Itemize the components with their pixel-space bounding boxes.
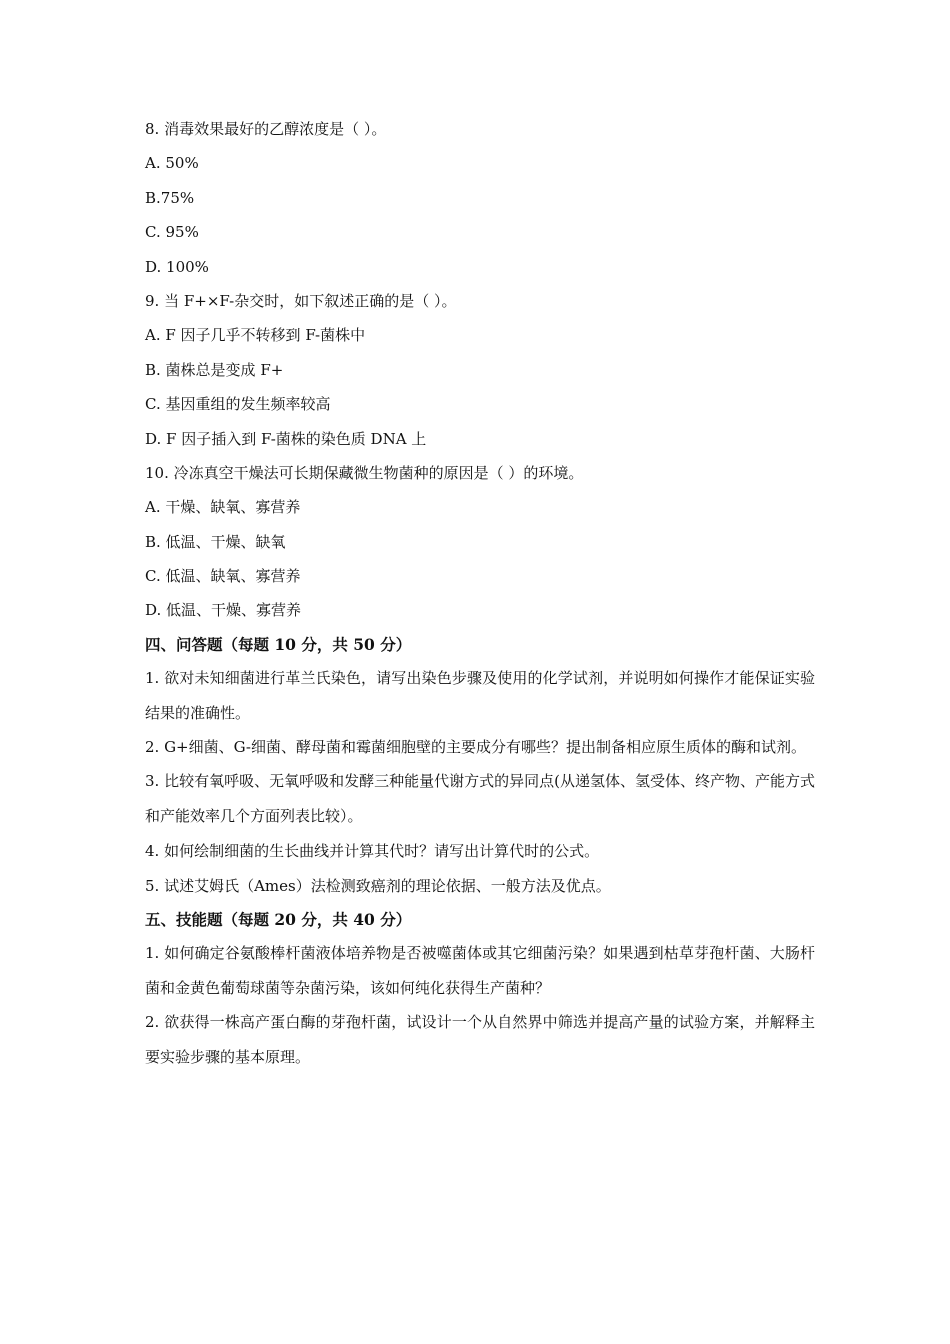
question-10-option-b: B. 低温、干燥、缺氧 [145, 532, 286, 551]
section-5-title: 五、技能题（每题 20 分，共 40 分） [145, 910, 412, 930]
section-4-item-4: 4. 如何绘制细菌的生长曲线并计算其代时？请写出计算代时的公式。 [145, 842, 600, 861]
question-9-option-a: A. F 因子几乎不转移到 F-菌株中 [145, 326, 366, 345]
question-10-option-a: A. 干燥、缺氧、寡营养 [145, 498, 301, 517]
question-8-option-d: D. 100% [145, 257, 209, 276]
question-8-option-c: C. 95% [145, 223, 199, 242]
question-9-option-c: C. 基因重组的发生频率较高 [145, 395, 331, 414]
question-8-option-a: A. 50% [145, 154, 199, 173]
section-4-item-1: 1. 欲对未知细菌进行革兰氏染色，请写出染色步骤及使用的化学试剂，并说明如何操作才能保证实验结果的准确性。 [145, 669, 815, 723]
section-4-item-5: 5. 试述艾姆氏（Ames）法检测致癌剂的理论依据、一般方法及优点。 [145, 876, 611, 895]
question-9: 9. 当 F+×F-杂交时，如下叙述正确的是（ ）。 [145, 291, 457, 310]
question-9-option-b: B. 菌株总是变成 F+ [145, 360, 284, 379]
section-5-item-1: 1. 如何确定谷氨酸棒杆菌液体培养物是否被噬菌体或其它细菌污染？如果遇到枯草芽孢杆菌、大肠杆菌和金黄色葡萄球菌等杂菌污染，该如何纯化获得生产菌种？ [145, 944, 815, 998]
question-9-option-d: D. F 因子插入到 F-菌株的染色质 DNA 上 [145, 429, 427, 448]
question-10-option-d: D. 低温、干燥、寡营养 [145, 601, 302, 620]
question-10-option-c: C. 低温、缺氧、寡营养 [145, 567, 301, 586]
question-8-option-b: B.75% [145, 188, 195, 207]
section-5-item-2: 2. 欲获得一株高产蛋白酶的芽孢杆菌，试设计一个从自然界中筛选并提高产量的试验方案，并解释主要实验步骤的基本原理。 [145, 1013, 815, 1067]
section-4-title: 四、问答题（每题 10 分，共 50 分） [145, 634, 412, 654]
section-4-item-3: 3. 比较有氧呼吸、无氧呼吸和发酵三种能量代谢方式的异同点(从递氢体、氢受体、终产物、产能方式和产能效率几个方面列表比较）。 [145, 772, 815, 826]
question-10: 10. 冷冻真空干燥法可长期保藏微生物菌种的原因是（ ）的环境。 [145, 463, 584, 482]
section-4-item-2: 2. G+细菌、G-细菌、酵母菌和霉菌细胞壁的主要成分有哪些？提出制备相应原生质体的酶和试剂。 [145, 738, 806, 757]
exam-content [145, 117, 815, 1080]
question-8: 8. 消毒效果最好的乙醇浓度是（ ）。 [145, 120, 387, 138]
